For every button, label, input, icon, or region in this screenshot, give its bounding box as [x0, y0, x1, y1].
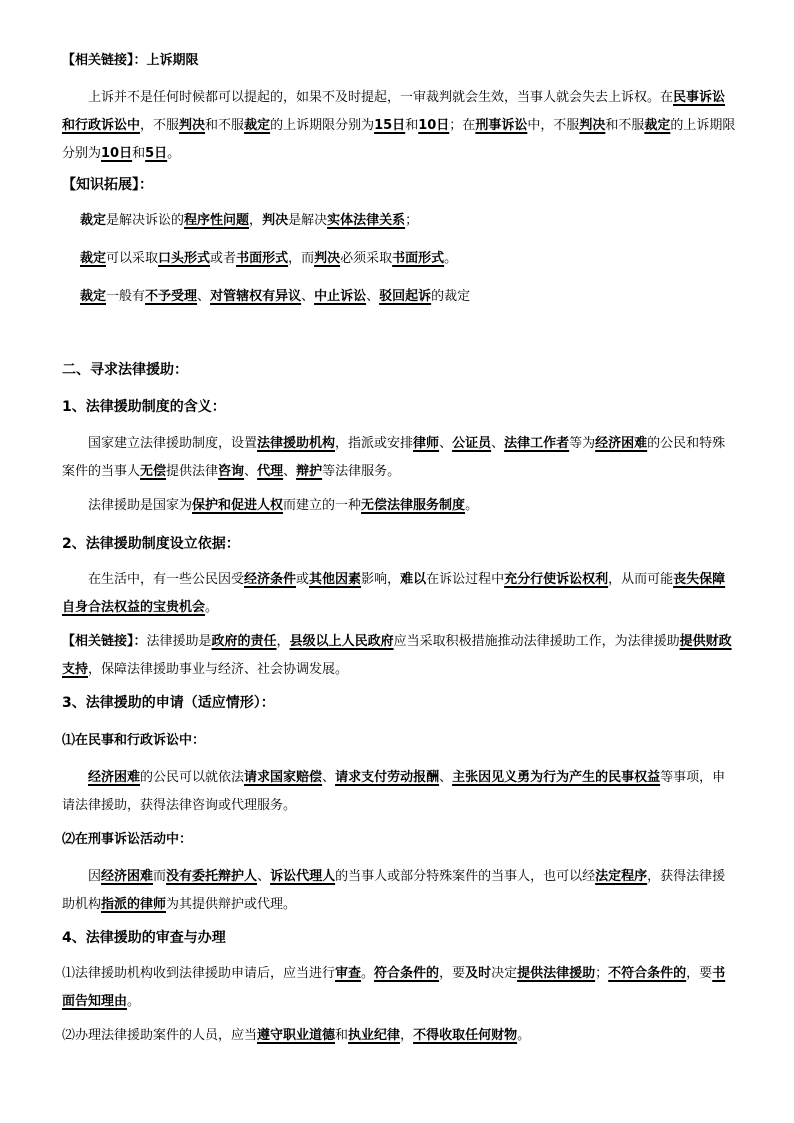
legal-aid-related-link-paragraph [62, 628, 736, 684]
text-run: ，而 [288, 251, 315, 266]
underlined-term: 辩护 [296, 464, 323, 479]
underlined-term: 经济困难 [595, 436, 648, 451]
criminal-paragraph [62, 863, 736, 919]
text-run: 和不服 [205, 118, 245, 133]
text-run: 或者 [210, 251, 237, 266]
legal-aid-basis-paragraph [62, 566, 736, 622]
underlined-term: 经济困难 [88, 770, 141, 785]
text-run: 等法律服务。 [322, 464, 401, 479]
text-run: ，从而可能 [608, 572, 674, 587]
text-run: 或 [296, 572, 310, 587]
underlined-term: 保护和促进人权 [192, 498, 284, 513]
text-run: 。 [444, 251, 458, 266]
text-run: 一般有 [106, 289, 146, 304]
text-run: ，不服 [140, 118, 180, 133]
text-run: ⑴法律援助机构收到法律援助申请后，应当进行 [62, 966, 336, 981]
text-run: 中，不服 [527, 118, 580, 133]
bold-term: 【相关链接】： [62, 634, 147, 649]
text-run: ，指派或安排 [335, 436, 414, 451]
underlined-term: 判决 [179, 118, 206, 133]
review-paragraph [62, 960, 736, 1016]
text-run: 。 [167, 146, 181, 161]
text-run: 等为 [569, 436, 596, 451]
text-run: 、 [491, 436, 505, 451]
text-run: 而 [153, 869, 167, 884]
underlined-term: 咨询 [218, 464, 245, 479]
text-run: 影响， [361, 572, 401, 587]
underlined-term: 裁定 [80, 251, 107, 266]
underlined-term: 程序性问题 [184, 213, 250, 228]
text-run: 、 [301, 289, 315, 304]
text-run: 的公民和特殊案件的当事人 [62, 436, 726, 479]
appeal-period-paragraph [62, 84, 736, 168]
underlined-term: 其他因素 [309, 572, 362, 587]
text-run: 。 [517, 1028, 531, 1043]
underlined-term: 口头形式 [158, 251, 211, 266]
text-run: ，保障法律援助事业与经济、社会协调发展。 [88, 662, 349, 677]
text-run: 在诉讼过程中 [426, 572, 505, 587]
underlined-term: 主张因见义勇为行为产生的民事权益 [452, 770, 661, 785]
bold-term: 判决 [262, 213, 289, 228]
underlined-term: 充分行使诉讼权利 [504, 572, 609, 587]
text-run: 法律援助是 [146, 634, 212, 649]
text-run: 可以采取 [106, 251, 159, 266]
underlined-term: 判决 [314, 251, 341, 266]
text-run: 为其提供辩护或代理。 [166, 897, 297, 912]
text-run: 因 [88, 869, 102, 884]
underlined-term: 不得收取任何财物 [413, 1028, 518, 1043]
bold-term: 及时 [465, 966, 492, 981]
legal-aid-purpose-paragraph [62, 492, 736, 520]
underlined-term: 公证员 [452, 436, 492, 451]
underlined-term: 5日 [145, 146, 168, 161]
section-title-legal-aid: 二、寻求法律援助： [62, 362, 188, 378]
text-run: 。 [205, 600, 219, 615]
underlined-term: 提供财政支持 [62, 634, 732, 677]
text-run: 、 [197, 289, 211, 304]
text-run: 必须采取 [340, 251, 393, 266]
text-run: 的公民可以就依法 [140, 770, 245, 785]
text-run: 等事项，申请法律援助，获得法律咨询或代理服务。 [62, 770, 726, 813]
subsection-title-3: 3、法律援助的申请（适应情形）： [62, 695, 275, 711]
underlined-term: 不予受理 [145, 289, 198, 304]
text-run: 、 [366, 289, 380, 304]
text-run: 的上诉期限分别为 [62, 118, 736, 161]
underlined-term: 书面形式 [392, 251, 445, 266]
underlined-term: 书面告知理由 [62, 966, 726, 1009]
underlined-term: 裁定 [244, 118, 271, 133]
underlined-term: 书面形式 [236, 251, 289, 266]
underlined-term: 法定程序 [595, 869, 648, 884]
text-run: ， [276, 634, 290, 649]
underlined-term: 指派的律师 [101, 897, 167, 912]
text-run: 法律援助是国家为 [88, 498, 193, 513]
underlined-term: 代理 [257, 464, 284, 479]
underlined-term: 丧失保障自身合法权益的宝贵机会 [62, 572, 726, 615]
text-run: 在生活中，有一些公民因受 [88, 572, 245, 587]
underlined-term: 法律工作者 [504, 436, 570, 451]
underlined-term: 10日 [418, 118, 450, 133]
underlined-term: 裁定 [644, 118, 671, 133]
underlined-term: 经济条件 [244, 572, 297, 587]
text-run: 、 [439, 436, 453, 451]
underlined-term: 遵守职业道德 [257, 1028, 336, 1043]
underlined-term: 驳回起诉 [379, 289, 432, 304]
criminal-subheading: ⑵在刑事诉讼活动中： [62, 832, 193, 847]
knowledge-line-1 [62, 207, 736, 235]
underlined-term: 法律援助机构 [257, 436, 336, 451]
underlined-term: 判决 [579, 118, 606, 133]
underlined-term: 无偿 [140, 464, 167, 479]
subsection-title-2: 2、法律援助制度设立依据： [62, 536, 240, 552]
text-run: 和不服 [605, 118, 645, 133]
text-run: 而建立的一种 [283, 498, 362, 513]
underlined-term: 请求国家赔偿 [244, 770, 323, 785]
subsection-title-1: 1、法律援助制度的含义： [62, 399, 226, 415]
underlined-term: 审查 [335, 966, 362, 981]
text-run: 的裁定 [431, 289, 471, 304]
text-run: ，要 [439, 966, 466, 981]
text-run: 上诉并不是任何时候都可以提起的，如果不及时提起，一审裁判就会生效，当事人就会失去上诉权。在 [88, 90, 674, 105]
underlined-term: 无偿法律服务制度 [361, 498, 466, 513]
text-run: 、 [439, 770, 453, 785]
knowledge-heading: 【知识拓展】： [62, 177, 153, 193]
underlined-term: 中止诉讼 [314, 289, 367, 304]
bold-term: 难以 [400, 572, 427, 587]
underlined-term: 经济困难 [101, 869, 154, 884]
text-run: ， [400, 1028, 414, 1043]
legal-aid-definition-paragraph [62, 430, 736, 486]
underlined-term: 县级以上人民政府 [289, 634, 394, 649]
underlined-term: 裁定 [80, 289, 107, 304]
text-run: 。 [127, 994, 141, 1009]
text-run: 和 [132, 146, 146, 161]
text-run: 提供法律 [166, 464, 219, 479]
underlined-term: 符合条件的 [374, 966, 440, 981]
text-run: ⑵办理法律援助案件的人员，应当 [62, 1028, 258, 1043]
text-run: 的当事人或部分特殊案件的当事人，也可以经 [335, 869, 596, 884]
underlined-term: 对管辖权有异议 [210, 289, 302, 304]
underlined-term: 民事诉讼和行政诉讼中 [62, 90, 726, 133]
underlined-term: 没有委托辩护人 [166, 869, 258, 884]
text-run: ； [405, 213, 419, 228]
underlined-term: 刑事诉讼 [475, 118, 528, 133]
knowledge-line-3 [62, 283, 736, 311]
text-run: ，要 [686, 966, 713, 981]
underlined-term: 诉讼代理人 [270, 869, 336, 884]
underlined-term: 实体法律关系 [327, 213, 406, 228]
text-run: 。 [465, 498, 479, 513]
text-run: 、 [322, 770, 336, 785]
underlined-term: 提供法律援助 [517, 966, 596, 981]
text-run: 、 [283, 464, 297, 479]
underlined-term: 请求支付劳动报酬 [335, 770, 440, 785]
underlined-term: 执业纪律 [348, 1028, 401, 1043]
text-run: 、 [257, 869, 271, 884]
text-run: 和 [405, 118, 419, 133]
text-run: ；在 [449, 118, 476, 133]
underlined-term: 政府的责任 [211, 634, 277, 649]
underlined-term: 律师 [413, 436, 440, 451]
text-run: 。 [361, 966, 375, 981]
text-run: 国家建立法律援助制度，设置 [88, 436, 258, 451]
bold-term: 裁定 [80, 213, 107, 228]
text-run: 决定 [491, 966, 518, 981]
link-heading-appeal-period: 【相关链接】：上诉期限 [62, 53, 199, 68]
text-run: 的上诉期限分别为 [270, 118, 375, 133]
text-run: ； [595, 966, 609, 981]
text-run: 、 [244, 464, 258, 479]
civil-administrative-subheading: ⑴在民事和行政诉讼中： [62, 733, 206, 748]
knowledge-line-2 [62, 245, 736, 273]
text-run: ，获得法律援助机构 [62, 869, 726, 912]
subsection-title-4: 4、法律援助的审查与办理 [62, 930, 226, 946]
underlined-term: 不符合条件的 [608, 966, 687, 981]
text-run: 和 [335, 1028, 349, 1043]
text-run: 应当采取积极措施推动法律援助工作，为法律援助 [393, 634, 680, 649]
civil-administrative-paragraph [62, 764, 736, 820]
underlined-term: 10日 [101, 146, 133, 161]
text-run: 是解决 [288, 213, 328, 228]
handling-paragraph [62, 1022, 736, 1050]
text-run: ， [249, 213, 263, 228]
underlined-term: 15日 [374, 118, 406, 133]
text-run: 是解决诉讼的 [106, 213, 185, 228]
